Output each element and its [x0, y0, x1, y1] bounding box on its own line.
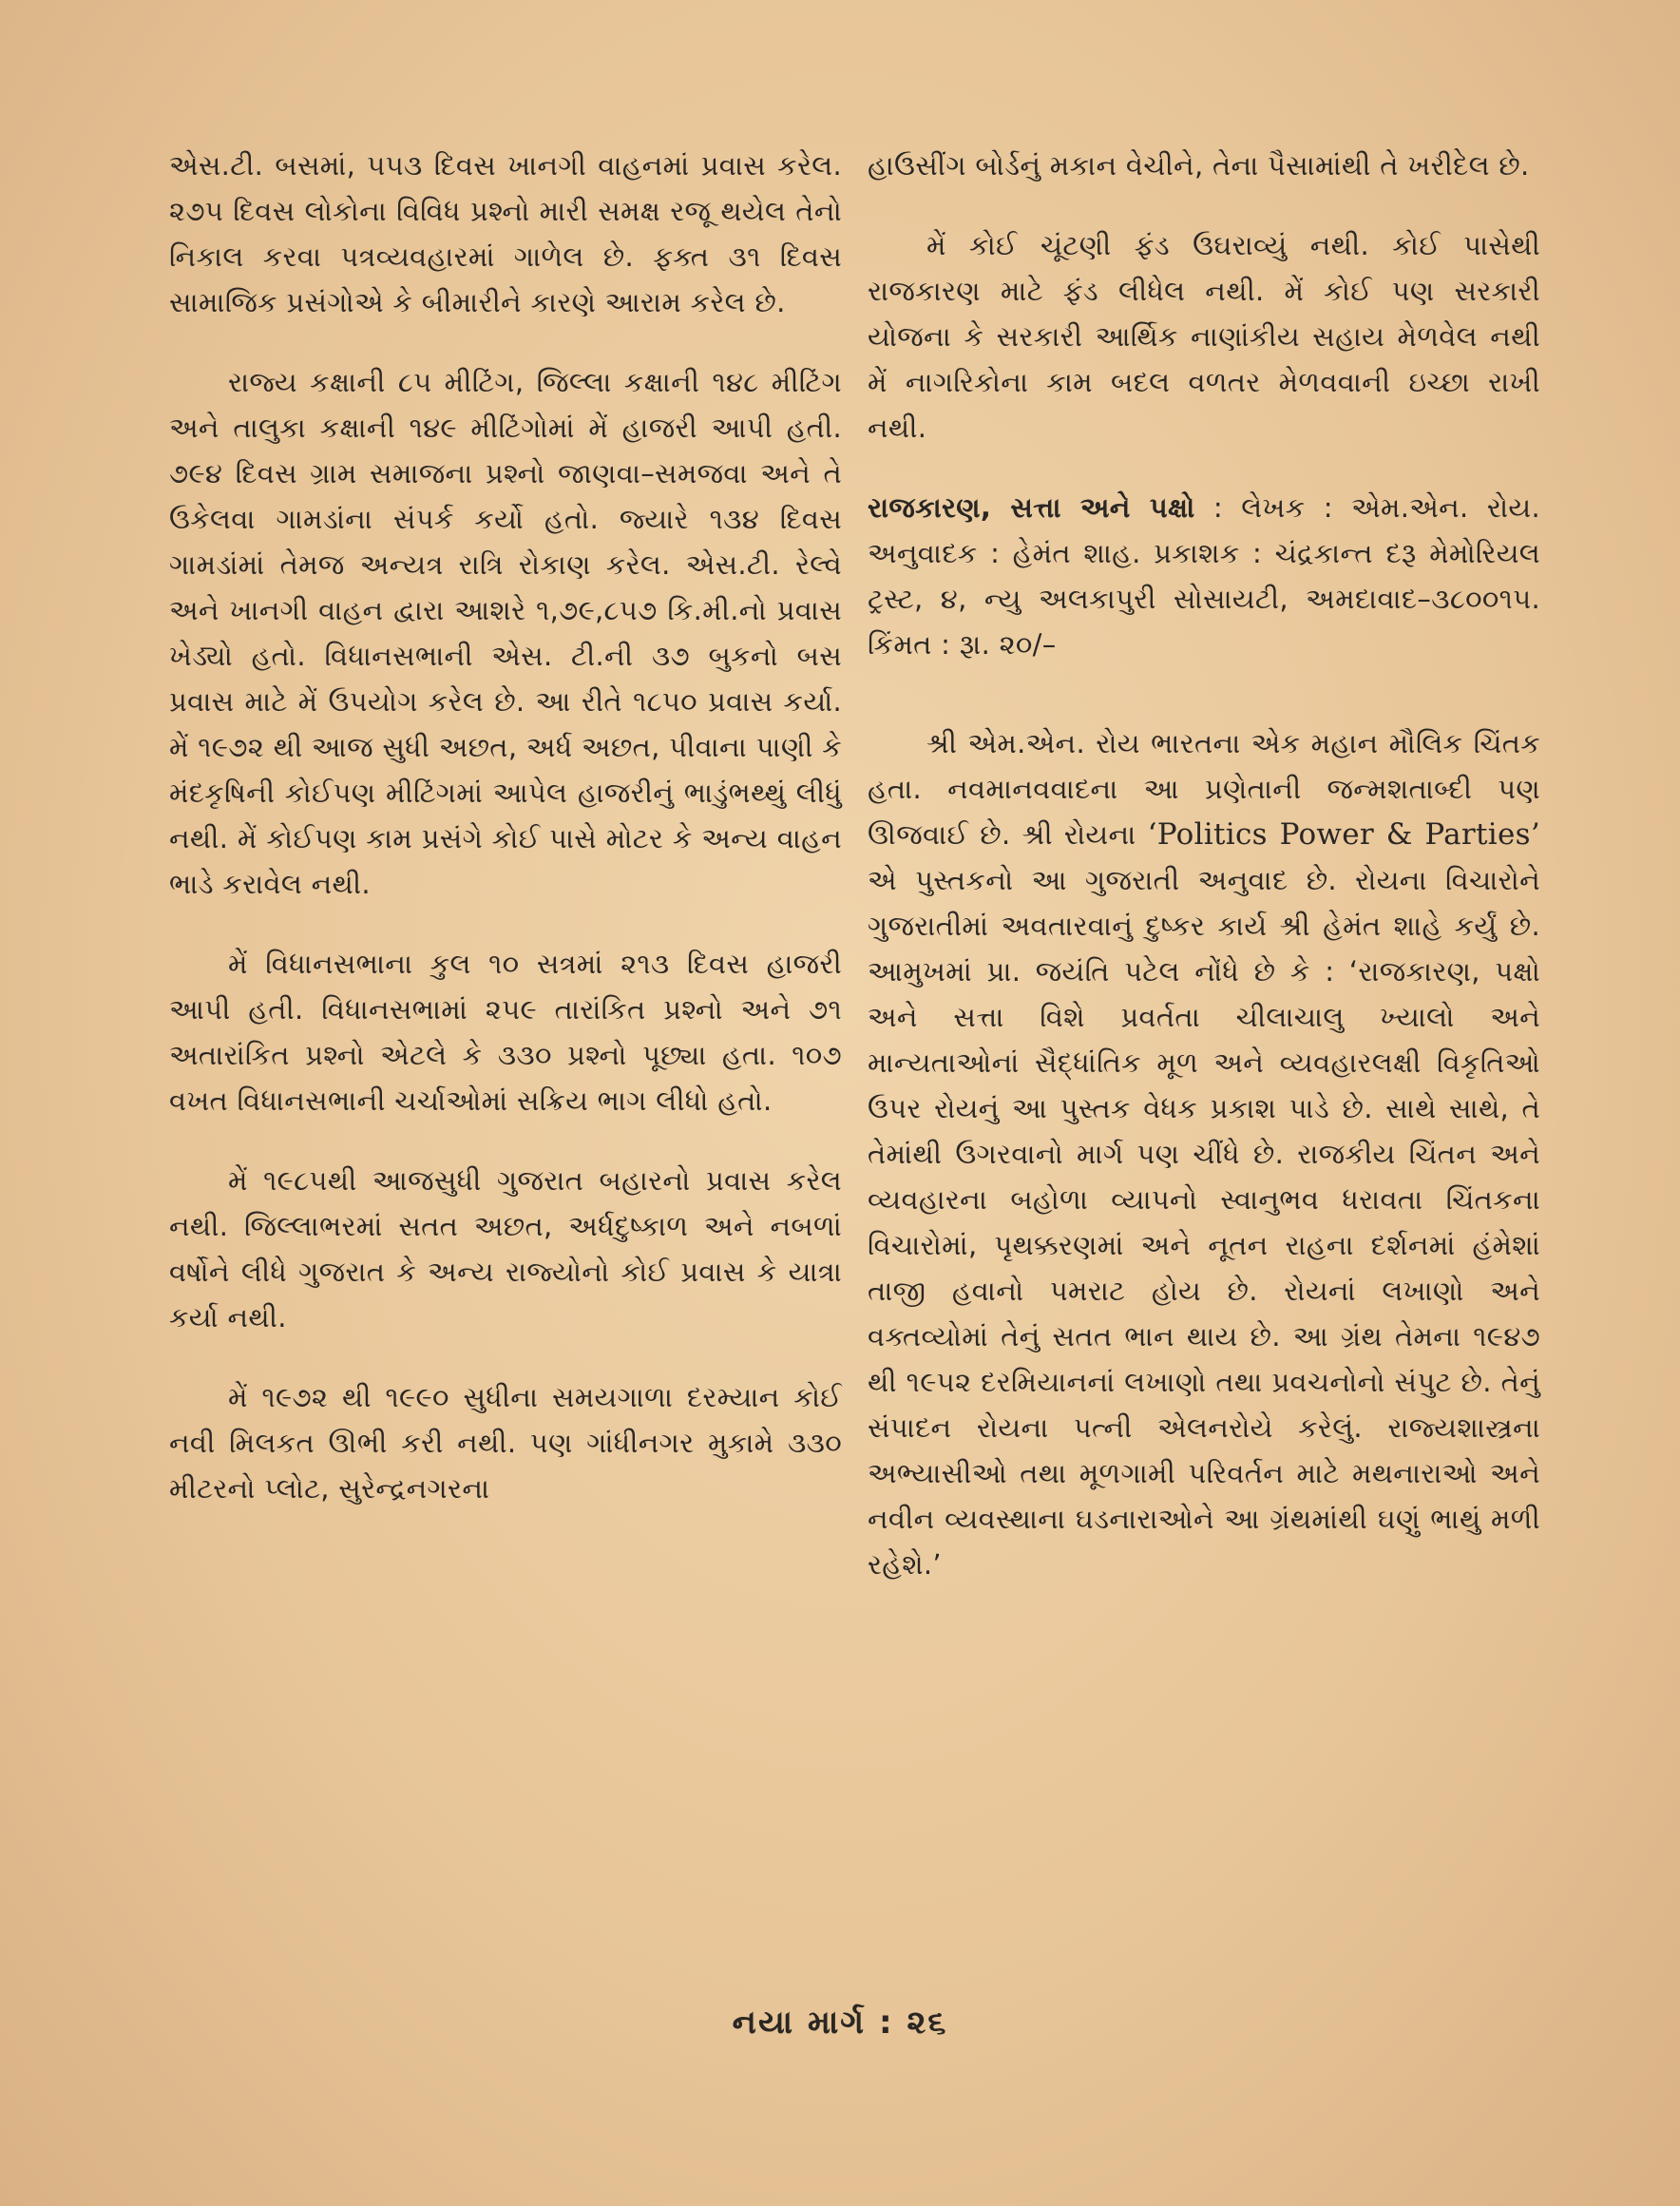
left-paragraph-4: મેં ૧૯૮૫થી આજસુધી ગુજરાત બહારનો પ્રવાસ કરેલ નથી. જિલ્લાભરમાં સતત અછત, અર્ધદુષ્કાળ અને નબળાં વર્ષોને લીધે ગુજરાત કે અન્ય રાજ્યોનો કોઈ પ્રવાસ કે યાત્રા કર્યા નથી. [169, 1164, 842, 1333]
review-book-english-title: ‘Politics Power & Parties’ [1147, 817, 1540, 852]
book-review-body [868, 720, 1540, 1587]
left-paragraph-3: મેં વિધાનસભાના કુલ ૧૦ સત્રમાં ૨૧૩ દિવસ હાજરી આપી હતી. વિધાનસભામાં ૨૫૯ તારાંકિત પ્રશ્નો અને ૭૧ અતારાંકિત પ્રશ્નો એટલે કે ૩૩૦ પ્રશ્નો પૂછ્યા હતા. ૧૦૭ વખત વિધાનસભાની ચર્ચાઓમાં સક્રિય ભાગ લીધો હતો. [169, 948, 842, 1117]
book-review-heading [868, 485, 1540, 667]
footer-page-label: નયા માર્ગ : ૨૬ [732, 2004, 948, 2042]
left-column [169, 143, 842, 1545]
right-column [868, 143, 1540, 1621]
book-review-title: રાજકારણ, સત્તા અને પક્ષો [868, 491, 1195, 524]
book-review-details: : લેખક : એમ.એન. રોય. અનુવાદક : હેમંત શાહ. પ્રકાશક : ચંદ્રકાન્ત દરૂ મેમોરિયલ ટ્રસ્ટ, ૪, ન્યુ અલકાપુરી સોસાયટી, અમદાવાદ–૩૮૦૦૧૫. કિંમત : રૂા. ૨૦/– [868, 491, 1540, 661]
left-paragraph-1: એસ.ટી. બસમાં, ૫૫૩ દિવસ ખાનગી વાહનમાં પ્રવાસ કરેલ. ૨૭૫ દિવસ લોકોના વિવિધ પ્રશ્નો મારી સમક્ષ રજૂ થયેલ તેનો નિકાલ કરવા પત્રવ્યવહારમાં ગાળેલ છે. ફક્ત ૩૧ દિવસ સામાજિક પ્રસંગોએ કે બીમારીને કારણે આરામ કરેલ છે. [169, 149, 842, 318]
left-paragraph-5: મેં ૧૯૭૨ થી ૧૯૯૦ સુધીના સમયગાળા દરમ્યાન કોઈ નવી મિલકત ઊભી કરી નથી. પણ ગાંધીનગર મુકામે ૩૩૦ મીટરનો પ્લોટ, સુરેન્દ્રનગરના [169, 1381, 842, 1505]
review-body-part-2: એ પુસ્તકનો આ ગુજરાતી અનુવાદ છે. રોયના વિચારોને ગુજરાતીમાં અવતારવાનું દુષ્કર કાર્ય શ્રી હેમંત શાહે કર્યું છે. આમુખમાં પ્રા. જયંતિ પટેલ નોંધે છે કે : ‘રાજકારણ, પક્ષો અને સત્તા વિશે પ્રવર્તતા ચીલાચાલુ ખ્યાલો અને માન્યતાઓનાં સૈદ્ધાંતિક મૂળ અને વ્યવહારલક્ષી વિકૃતિઓ ઉપર રોયનું આ પુસ્તક વેધક પ્રકાશ પાડે છે. સાથે સાથે, તે તેમાંથી ઉગરવાનો માર્ગ પણ ચીંધે છે. રાજકીય ચિંતન અને વ્યવહારના બહોળા વ્યાપનો સ્વાનુભવ ધરાવતા ચિંતકના વિચારોમાં, પૃથક્કરણમાં અને નૂતન રાહના દર્શનમાં હંમેશાં તાજી હવાનો પમરાટ હોય છે. રોયનાં લખાણો અને વક્તવ્યોમાં તેનું સતત ભાન થાય છે. આ ગ્રંથ તેમના ૧૯૪૭ થી ૧૯૫૨ દરમિયાનનાં લખાણો તથા પ્રવચનોનો સંપુટ છે. તેનું સંપાદન રોયના પત્ની એલનરોયે કરેલું. રાજ્યશાસ્ત્રના અભ્યાસીઓ તથા મૂળગામી પરિવર્તન માટે મથનારાઓ અને નવીન વ્યવસ્થાના ઘડનારાઓને આ ગ્રંથમાંથી ઘણું ભાથું મળી રહેશે.’ [868, 864, 1540, 1581]
review-body-part-1: શ્રી એમ.એન. રોય ભારતના એક મહાન મૌલિક ચિંતક હતા. નવમાનવવાદના આ પ્રણેતાની જન્મશતાબ્દી પણ ઊજવાઈ છે. શ્રી રોયના [868, 727, 1540, 851]
page-footer [0, 2004, 1680, 2042]
right-paragraph-1: હાઉસીંગ બોર્ડનું મકાન વેચીને, તેના પૈસામાંથી તે ખરીદેલ છે. [868, 149, 1530, 182]
right-paragraph-2: મેં કોઈ ચૂંટણી ફંડ ઉઘરાવ્યું નથી. કોઈ પાસેથી રાજકારણ માટે ફંડ લીધેલ નથી. મેં કોઈ પણ સરકારી યોજના કે સરકારી આર્થિક નાણાંકીય સહાય મેળવેલ નથી મેં નાગરિકોના કામ બદલ વળતર મેળવવાની ઇચ્છા રાખી નથી. [868, 229, 1540, 444]
left-paragraph-2: રાજ્ય કક્ષાની ૮૫ મીટિંગ, જિલ્લા કક્ષાની ૧૪૮ મીટિંગ અને તાલુકા કક્ષાની ૧૪૯ મીટિંગોમાં મેં હાજરી આપી હતી. ૭૯૪ દિવસ ગ્રામ સમાજના પ્રશ્નો જાણવા–સમજવા અને તે ઉકેલવા ગામડાંના સંપર્ક કર્યો હતો. જ્યારે ૧૩૪ દિવસ ગામડાંમાં તેમજ અન્યત્ર રાત્રિ રોકાણ કરેલ. એસ.ટી. રેલ્વે અને ખાનગી વાહન દ્વારા આશરે ૧,૭૯,૮૫૭ કિ.મી.નો પ્રવાસ ખેડ્યો હતો. વિધાનસભાની એસ. ટી.ની ૩૭ બુકનો બસ પ્રવાસ માટે મેં ઉપયોગ કરેલ છે. આ રીતે ૧૮૫૦ પ્રવાસ કર્યા. મેં ૧૯૭૨ થી આજ સુધી અછત, અર્ધ અછત, પીવાના પાણી કે મંદકૃષિની કોઈપણ મીટિંગમાં આપેલ હાજરીનું ભાડુંભથ્થું લીધું નથી. મેં કોઈપણ કામ પ્રસંગે કોઈ પાસે મોટર કે અન્ય વાહન ભાડે કરાવેલ નથી. [169, 366, 842, 900]
